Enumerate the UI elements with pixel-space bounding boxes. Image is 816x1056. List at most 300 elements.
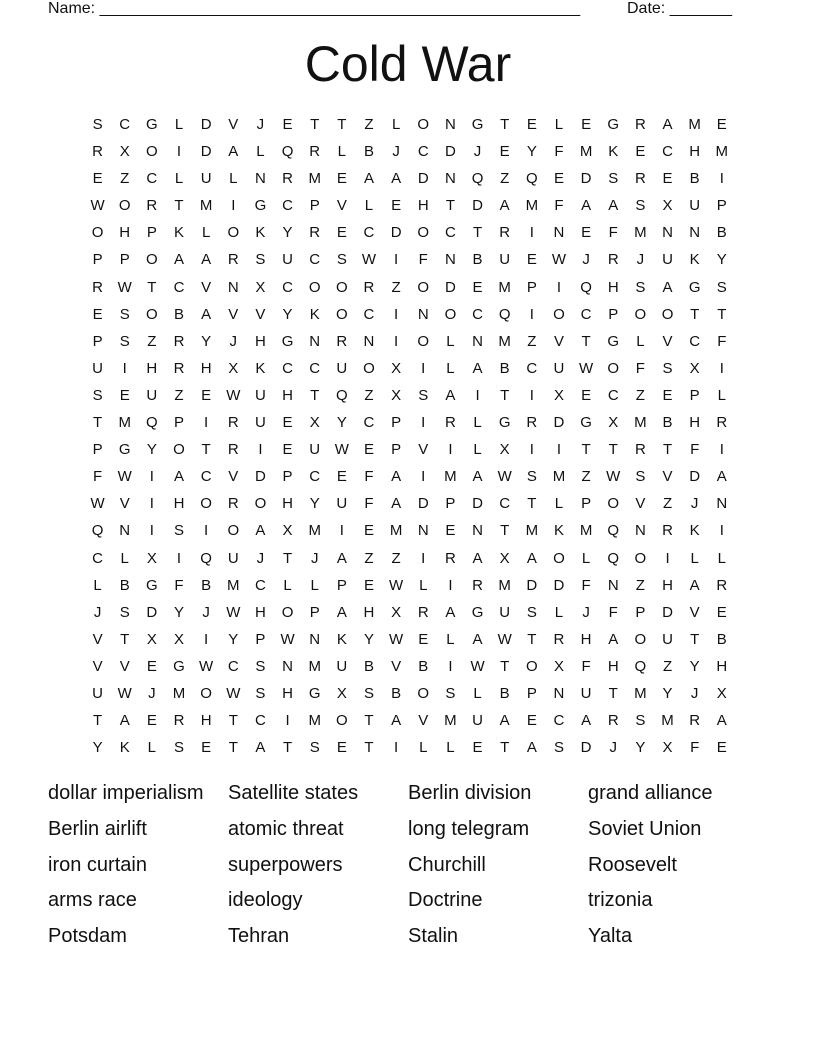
grid-letter: I xyxy=(421,549,426,567)
grid-letter: S xyxy=(309,739,320,757)
grid-letter: S xyxy=(363,684,374,702)
grid-letter: T xyxy=(364,739,374,757)
grid-letter: J xyxy=(310,549,319,567)
grid-letter: W xyxy=(117,278,132,296)
grid-letter: U xyxy=(92,359,103,377)
grid-letter: O xyxy=(634,549,647,567)
grid-letter: Y xyxy=(201,332,212,350)
grid-letter: P xyxy=(391,441,402,459)
grid-letter: M xyxy=(498,332,511,350)
grid-letter: I xyxy=(394,251,399,269)
grid-letter: V xyxy=(228,468,239,486)
grid-letter: I xyxy=(529,224,534,242)
grid-letter: M xyxy=(199,197,213,215)
grid-letter: R xyxy=(227,441,239,459)
grid-letter: A xyxy=(472,630,483,648)
grid-letter: E xyxy=(716,739,727,757)
grid-letter: N xyxy=(689,224,701,242)
grid-letter: O xyxy=(363,359,375,377)
grid-letter: R xyxy=(173,359,185,377)
grid-letter: O xyxy=(336,278,348,296)
grid-letter: Z xyxy=(364,116,374,133)
grid-letter: T xyxy=(310,386,320,404)
grid-letter: V xyxy=(228,305,239,323)
grid-letter: C xyxy=(254,576,266,594)
grid-letter: X xyxy=(309,414,320,432)
grid-letter: X xyxy=(553,657,564,675)
grid-letter: M xyxy=(389,522,403,540)
grid-letter: Z xyxy=(527,332,537,350)
grid-letter: D xyxy=(472,197,483,215)
header xyxy=(48,0,748,20)
grid-letter: A xyxy=(391,468,402,486)
grid-letter: Z xyxy=(364,549,374,567)
grid-letter: U xyxy=(146,386,158,404)
grid-letter: J xyxy=(473,143,482,161)
grid-letter: O xyxy=(146,251,158,269)
grid-letter: Q xyxy=(498,305,511,323)
grid-letter: I xyxy=(475,386,480,404)
grid-letter: H xyxy=(689,143,701,161)
grid-letter: I xyxy=(421,414,426,432)
grid-letter: I xyxy=(122,359,127,377)
grid-letter: I xyxy=(394,305,399,323)
grid-letter: L xyxy=(717,386,726,404)
grid-letter: S xyxy=(92,386,103,404)
grid-letter: N xyxy=(662,224,673,242)
word-list-item: trizonia xyxy=(588,889,653,912)
grid-row xyxy=(84,439,735,466)
grid-letter: P xyxy=(92,441,103,459)
grid-letter: A xyxy=(445,386,456,404)
grid-letter: T xyxy=(282,549,293,567)
grid-letter: T xyxy=(120,630,130,648)
grid-letter: G xyxy=(471,603,484,621)
grid-letter: J xyxy=(582,251,590,269)
grid-letter: R xyxy=(634,170,646,188)
grid-letter: T xyxy=(364,712,374,730)
grid-letter: O xyxy=(417,684,430,702)
grid-letter: N xyxy=(444,116,456,133)
grid-letter: L xyxy=(446,630,455,648)
grid-letter: M xyxy=(308,170,321,188)
grid-letter: B xyxy=(716,224,727,242)
grid-letter: L xyxy=(690,549,699,567)
grid-letter: F xyxy=(92,468,103,486)
grid-letter: Y xyxy=(635,739,646,757)
grid-letter: P xyxy=(581,495,592,513)
grid-letter: Q xyxy=(471,170,484,188)
grid-letter: O xyxy=(634,305,647,323)
grid-letter: S xyxy=(173,739,184,757)
grid-letter: A xyxy=(391,495,402,513)
grid-letter: O xyxy=(634,630,647,648)
grid-letter: V xyxy=(255,305,266,323)
grid-letter: J xyxy=(229,332,238,350)
grid-letter: P xyxy=(608,305,619,323)
grid-letter: I xyxy=(719,359,724,377)
grid-letter: T xyxy=(581,332,591,350)
grid-letter: M xyxy=(688,116,701,133)
grid-letter: N xyxy=(363,332,375,350)
grid-letter: A xyxy=(581,197,592,215)
grid-letter: R xyxy=(634,116,646,133)
grid-row xyxy=(84,683,735,710)
word-list-item: grand alliance xyxy=(588,782,713,804)
grid-letter: A xyxy=(716,468,727,486)
grid-letter: T xyxy=(608,684,618,702)
grid-letter: I xyxy=(421,359,426,377)
grid-letter: N xyxy=(472,332,483,350)
grid-letter: X xyxy=(146,549,157,567)
grid-letter: E xyxy=(662,386,673,404)
grid-letter: Q xyxy=(634,657,647,675)
grid-letter: A xyxy=(391,712,402,730)
grid-letter: R xyxy=(634,441,646,459)
grid-letter: X xyxy=(228,359,239,377)
grid-letter: E xyxy=(581,116,592,133)
grid-letter: M xyxy=(498,278,511,296)
grid-letter: I xyxy=(149,522,154,540)
grid-letter: F xyxy=(717,332,727,350)
grid-letter: L xyxy=(120,549,129,567)
grid-letter: N xyxy=(444,170,456,188)
grid-letter: S xyxy=(608,170,619,188)
grid-letter: X xyxy=(336,684,347,702)
grid-letter: X xyxy=(716,684,727,702)
grid-letter: Y xyxy=(92,739,103,757)
grid-letter: T xyxy=(201,441,211,459)
grid-letter: R xyxy=(363,278,375,296)
grid-letter: I xyxy=(285,712,290,730)
grid-letter: Y xyxy=(336,414,347,432)
grid-letter: I xyxy=(556,441,562,459)
grid-letter: C xyxy=(173,278,185,296)
grid-letter: S xyxy=(119,603,130,621)
grid-letter: E xyxy=(336,739,347,757)
grid-letter: S xyxy=(662,359,673,377)
grid-letter: M xyxy=(552,468,566,486)
grid-letter: L xyxy=(364,197,374,215)
grid-letter: Q xyxy=(607,549,620,567)
word-list-item: Yalta xyxy=(588,925,633,948)
grid-row xyxy=(84,602,735,629)
grid-letter: Z xyxy=(635,576,645,594)
grid-letter: V xyxy=(662,468,673,486)
grid-letter: Z xyxy=(500,170,510,188)
grid-letter: T xyxy=(500,739,510,757)
grid-letter: L xyxy=(283,576,292,594)
grid-letter: I xyxy=(394,332,399,350)
grid-letter: U xyxy=(254,386,266,404)
grid-letter: L xyxy=(446,359,455,377)
grid-letter: U xyxy=(336,657,348,675)
word-list-item: Berlin division xyxy=(408,782,532,804)
grid-letter: H xyxy=(282,386,293,404)
grid-letter: N xyxy=(254,170,266,188)
grid-letter: V xyxy=(119,657,130,675)
grid-letter: M xyxy=(579,522,593,540)
grid-letter: O xyxy=(607,495,620,513)
grid-letter: T xyxy=(500,386,510,404)
grid-letter: O xyxy=(254,495,267,513)
grid-letter: Z xyxy=(662,495,673,513)
grid-letter: S xyxy=(119,332,130,350)
grid-letter: N xyxy=(309,332,321,350)
grid-letter: A xyxy=(662,278,673,296)
grid-letter: A xyxy=(228,143,239,161)
grid-letter: H xyxy=(146,359,158,377)
grid-letter: H xyxy=(254,603,266,621)
grid-letter: L xyxy=(419,739,428,757)
grid-row xyxy=(84,412,735,439)
grid-letter: I xyxy=(149,468,154,486)
grid-letter: S xyxy=(526,603,537,621)
grid-letter: B xyxy=(499,684,510,702)
grid-letter: V xyxy=(119,495,130,513)
grid-letter: I xyxy=(204,630,209,648)
grid-letter: B xyxy=(391,684,402,702)
grid-letter: X xyxy=(391,359,402,377)
grid-letter: K xyxy=(336,630,347,648)
word-list-item: superpowers xyxy=(228,853,343,876)
grid-letter: A xyxy=(662,116,673,133)
grid-letter: L xyxy=(419,576,428,594)
letter-grid xyxy=(84,114,735,764)
grid-letter: H xyxy=(689,414,701,432)
grid-letter: W xyxy=(551,251,567,269)
grid-letter: I xyxy=(556,278,562,296)
grid-letter: T xyxy=(282,739,293,757)
grid-letter: J xyxy=(93,603,102,621)
grid-letter: C xyxy=(309,251,321,269)
grid-letter: A xyxy=(173,251,184,269)
grid-letter: O xyxy=(525,657,538,675)
grid-letter: A xyxy=(363,170,374,188)
grid-letter: N xyxy=(607,576,619,594)
grid-letter: W xyxy=(117,684,132,702)
grid-letter: Y xyxy=(146,441,157,459)
grid-letter: H xyxy=(363,603,375,621)
grid-letter: S xyxy=(92,116,103,133)
grid-letter: C xyxy=(689,332,701,350)
grid-letter: A xyxy=(499,197,510,215)
grid-letter: V xyxy=(635,495,646,513)
grid-letter: K xyxy=(173,224,184,242)
grid-letter: F xyxy=(418,251,428,269)
grid-letter: O xyxy=(308,278,321,296)
word-list-item: Roosevelt xyxy=(588,853,677,876)
grid-letter: P xyxy=(391,414,402,432)
grid-letter: S xyxy=(526,468,537,486)
grid-row xyxy=(84,737,735,764)
grid-letter: R xyxy=(227,495,239,513)
grid-letter: P xyxy=(146,224,157,242)
grid-letter: L xyxy=(581,549,591,567)
grid-letter: P xyxy=(309,603,320,621)
grid-letter: Y xyxy=(363,630,374,648)
grid-letter: Z xyxy=(147,332,157,350)
grid-letter: T xyxy=(174,197,184,215)
grid-letter: M xyxy=(498,576,511,594)
grid-letter: T xyxy=(310,116,320,133)
word-list-item: arms race xyxy=(48,889,137,912)
grid-letter: R xyxy=(553,630,565,648)
grid-letter: O xyxy=(336,712,348,730)
grid-letter: E xyxy=(716,116,727,133)
grid-letter: U xyxy=(200,170,212,188)
grid-row xyxy=(84,575,735,602)
grid-letter: S xyxy=(635,197,646,215)
grid-letter: D xyxy=(553,576,565,594)
grid-letter: D xyxy=(472,495,483,513)
grid-letter: Z xyxy=(581,468,591,486)
grid-letter: R xyxy=(689,712,701,730)
grid-letter: O xyxy=(553,549,565,567)
grid-letter: T xyxy=(662,441,673,459)
grid-letter: T xyxy=(690,305,700,323)
word-list-item: Soviet Union xyxy=(588,817,702,840)
grid-letter: I xyxy=(258,441,263,459)
word-list xyxy=(48,780,768,959)
grid-letter: R xyxy=(417,603,429,621)
grid-letter: T xyxy=(445,197,455,215)
grid-letter: G xyxy=(498,414,511,432)
grid-letter: U xyxy=(227,549,239,567)
grid-letter: Z xyxy=(391,549,401,567)
grid-letter: W xyxy=(606,468,621,486)
grid-letter: H xyxy=(119,224,131,242)
grid-letter: U xyxy=(336,359,348,377)
grid-letter: T xyxy=(472,224,483,242)
grid-letter: F xyxy=(581,657,591,675)
grid-letter: G xyxy=(688,278,701,296)
grid-letter: F xyxy=(364,468,374,486)
grid-letter: Y xyxy=(526,143,537,161)
grid-letter: X xyxy=(662,197,673,215)
grid-letter: T xyxy=(500,657,510,675)
grid-letter: R xyxy=(716,576,728,594)
grid-letter: L xyxy=(201,224,211,242)
grid-letter: C xyxy=(119,116,131,133)
grid-letter: I xyxy=(719,441,724,459)
grid-letter: P xyxy=(255,630,266,648)
grid-letter: E xyxy=(119,386,130,404)
grid-row xyxy=(84,493,735,520)
grid-letter: P xyxy=(526,278,537,296)
grid-letter: Y xyxy=(689,657,700,675)
grid-letter: E xyxy=(553,170,564,188)
grid-letter: V xyxy=(689,603,700,621)
grid-letter: H xyxy=(662,576,673,594)
grid-letter: N xyxy=(417,522,429,540)
grid-letter: O xyxy=(281,603,294,621)
grid-letter: A xyxy=(526,739,537,757)
grid-letter: R xyxy=(444,549,456,567)
grid-letter: C xyxy=(309,468,321,486)
grid-letter: P xyxy=(119,251,130,269)
grid-letter: N xyxy=(553,684,565,702)
grid-letter: H xyxy=(607,657,619,675)
grid-letter: G xyxy=(308,684,321,702)
grid-row xyxy=(84,168,735,195)
grid-letter: U xyxy=(580,684,592,702)
grid-letter: M xyxy=(118,414,131,432)
grid-letter: A xyxy=(391,170,402,188)
grid-letter: R xyxy=(662,522,673,540)
grid-letter: H xyxy=(254,332,266,350)
grid-letter: J xyxy=(256,549,265,567)
grid-letter: A xyxy=(173,468,184,486)
grid-letter: M xyxy=(525,522,539,540)
grid-letter: V xyxy=(553,332,564,350)
grid-letter: M xyxy=(308,522,321,540)
grid-letter: Z xyxy=(120,170,130,188)
grid-letter: S xyxy=(255,657,266,675)
grid-letter: D xyxy=(689,468,701,486)
grid-letter: I xyxy=(448,441,453,459)
grid-letter: X xyxy=(499,441,510,459)
grid-letter: G xyxy=(607,332,620,350)
grid-letter: O xyxy=(607,359,620,377)
grid-letter: E xyxy=(92,170,103,188)
grid-letter: S xyxy=(173,522,184,540)
grid-letter: Z xyxy=(635,386,645,404)
grid-letter: E xyxy=(282,414,293,432)
grid-letter: C xyxy=(282,278,293,296)
grid-letter: C xyxy=(282,197,293,215)
grid-letter: I xyxy=(176,549,182,567)
grid-letter: Q xyxy=(336,386,348,404)
grid-letter: X xyxy=(391,386,402,404)
grid-letter: R xyxy=(92,278,103,296)
grid-letter: M xyxy=(308,712,321,730)
puzzle-title: Cold War xyxy=(304,36,512,92)
grid-letter: I xyxy=(204,522,209,540)
grid-letter: K xyxy=(608,143,619,161)
grid-letter: T xyxy=(92,712,103,730)
grid-row xyxy=(84,629,735,656)
grid-letter: C xyxy=(363,224,375,242)
grid-letter: L xyxy=(636,332,645,350)
grid-letter: E xyxy=(716,603,727,621)
grid-letter: D xyxy=(444,278,456,296)
grid-letter: O xyxy=(444,305,457,323)
grid-letter: E xyxy=(336,170,347,188)
grid-row xyxy=(84,141,735,168)
grid-letter: G xyxy=(146,116,158,133)
grid-letter: B xyxy=(716,630,727,648)
grid-letter: D xyxy=(417,170,429,188)
grid-letter: N xyxy=(472,522,483,540)
grid-letter: A xyxy=(608,197,619,215)
grid-letter: K xyxy=(255,359,266,377)
grid-letter: M xyxy=(172,684,186,702)
grid-letter: Q xyxy=(281,143,294,161)
grid-letter: M xyxy=(634,684,647,702)
grid-letter: O xyxy=(417,224,430,242)
grid-letter: B xyxy=(418,657,429,675)
grid-letter: L xyxy=(310,576,319,594)
grid-letter: O xyxy=(200,495,212,513)
grid-letter: O xyxy=(173,441,185,459)
grid-letter: B xyxy=(499,359,510,377)
grid-letter: K xyxy=(689,522,700,540)
grid-letter: A xyxy=(608,630,619,648)
word-list-item: Tehran xyxy=(228,925,290,948)
grid-letter: A xyxy=(255,739,266,757)
grid-letter: T xyxy=(92,414,103,432)
